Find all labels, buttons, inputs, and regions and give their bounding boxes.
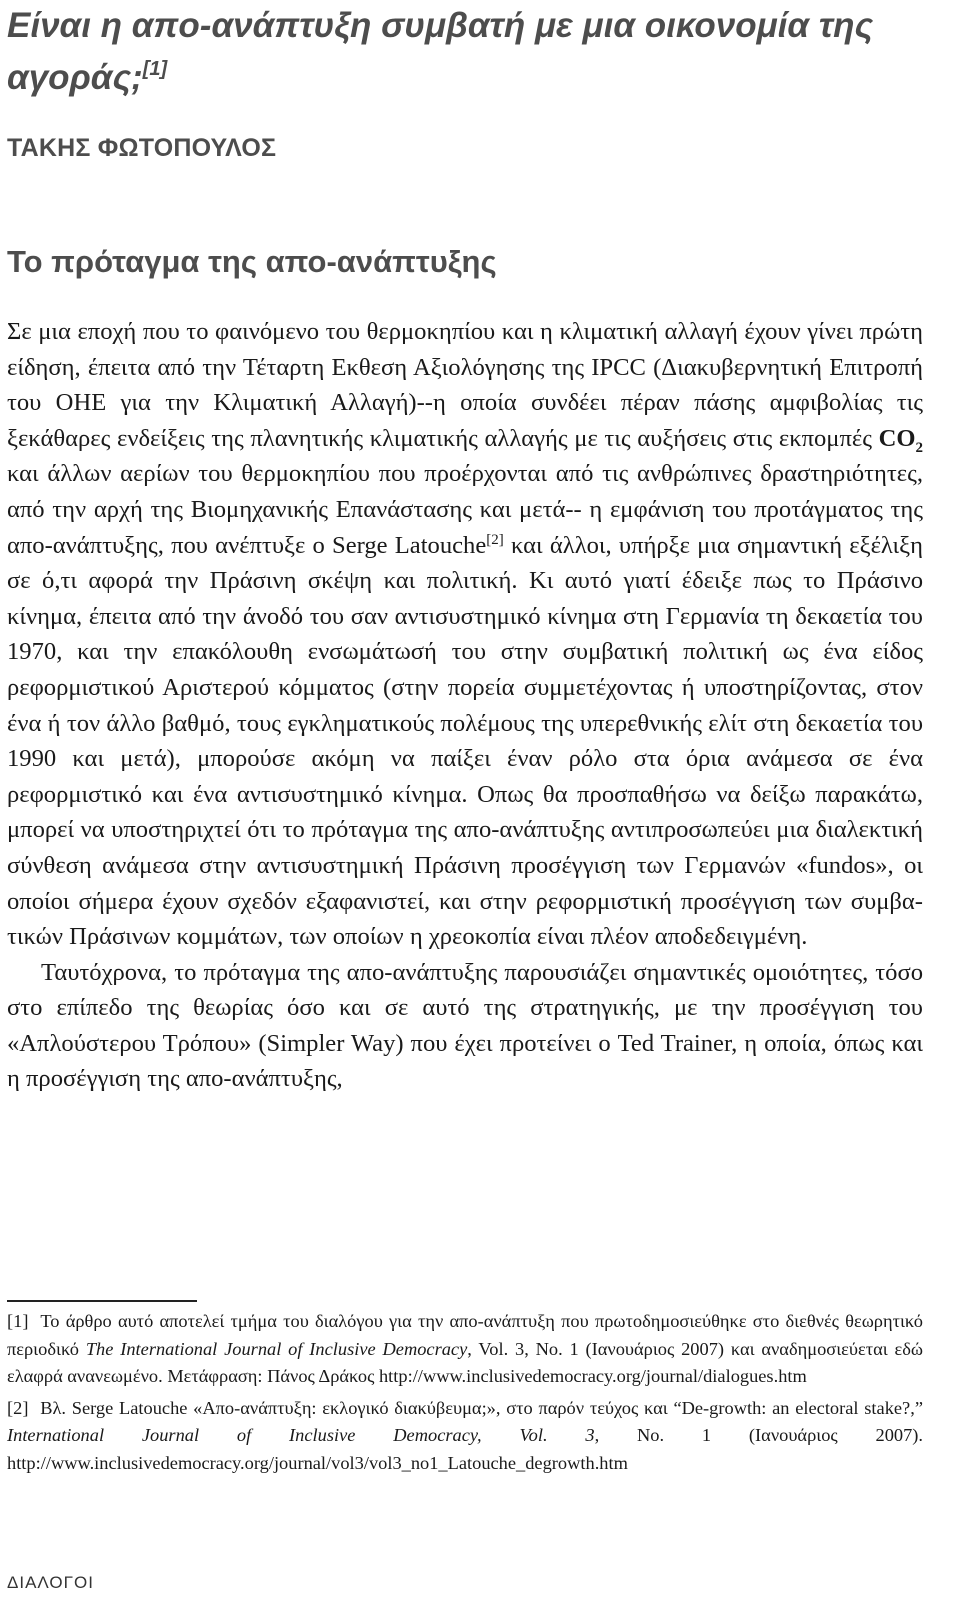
section-heading: Το πρόταγμα της απο-ανάπτυξης xyxy=(7,244,497,279)
co2-subscript: 2 xyxy=(915,439,923,456)
footnote-1-details: , Vol. 3, No. 1 (Ιανουάριος 2007) και αναδημοσιεύεται εδώ ελαφρά ανανεωμένο. Μετάφραση: Πάνος Δράκος xyxy=(7,1338,923,1386)
footnote-ref-2[interactable]: [2] xyxy=(486,531,504,548)
paragraph-1-part-c: και άλλοι, υπήρξε μια σημαντική εξέλιξη σε ό,τι αφορά την Πράσινη σκέψη και πολιτική. Κι αυτό γιατί έδειξε πως το Πράσινο κίνημα, έπειτα από την άνοδό του σαν αντισυστημικό κίνημα στη Γερμανία τη δεκαετία του 1970, και την επακόλουθη ενσωμάτωσή του στην συμβατική πολιτική ως ένα είδος ρεφορμιστικού Αριστερού κόμματος (στην πορεία συμμετέχοντας ή υποστηρίζοντας, στον ένα ή τον άλλο βαθμό, τους εγκληματικούς πολέμους της υπερεθνικής ελίτ στη δεκαετία του 1990 και μετά), μπορούσε ακόμη να παίξει έναν ρόλο στα όρια ανάμεσα σε ένα ρεφορμιστικό και ένα αντισυστημικό κίνημα. Οπως θα προσπαθήσω να δείξω παρακάτω, μπορεί να υποστηριχτεί ότι το πρόταγμα της απο-ανάπτυξης αντιπροσωπεύει μια διαλεκτική σύνθεση ανάμεσα στην αντισυστημική Πράσινη προσέγγιση των Γερμανών «fundos», οι οποίοι σήμερα έχουν σχεδόν εξαφανιστεί, και στην ρεφορμιστική προσέγγιση των συμβατικών Πράσινων κομμάτων, των οποίων η χρεοκοπία είναι πλέον αποδεδειγμένη. xyxy=(7,531,923,951)
footnote-2-link[interactable]: http://www.inclusivedemocracy.org/journal/vol3/vol3_no1_Latouche_degrowth.htm xyxy=(7,1452,628,1473)
co2-formula xyxy=(878,424,923,456)
footnote-1 xyxy=(7,1308,923,1391)
running-footer: ΔΙΑΛΟΓΟΙ xyxy=(7,1573,94,1592)
article-body xyxy=(7,314,923,1097)
footnote-2-mark: [2] xyxy=(7,1397,29,1418)
footnote-2-journal: International Journal of Inclusive Democracy, Vol. 3 xyxy=(7,1425,595,1445)
paragraph-1-part-a: Σε μια εποχή που το φαινόμενο του θερμοκηπίου και η κλιματική αλλαγή έχουν γίνει πρώτη είδηση, έπειτα από την Τέταρτη Εκθεση Αξιολόγησης της IPCC (Διακυβερνητική Επιτροπή του ΟΗΕ για την Κλιματική Αλλαγή)--η οποία συνδέει πέραν πάσης αμφιβολίας τις ξεκάθαρες ενδείξεις της πλανητικής κλιματικής αλλαγής με τις αυξήσεις στις εκπομπές xyxy=(7,318,923,452)
footnote-2 xyxy=(7,1395,923,1478)
footnote-2-text: Βλ. Serge Latouche «Απο-ανάπτυξη: εκλογικό διακύβευμα;», στο παρόν τεύχος και “De-growth: an electoral stake?,” xyxy=(40,1397,923,1418)
paragraph-1 xyxy=(7,314,923,955)
footnote-1-text: Το άρθρο αυτό αποτελεί τμήμα του διαλόγου για την απο-ανάπτυξη που πρωτοδημοσιεύθηκε στο διεθνές θεωρητικό περιοδικό xyxy=(7,1311,923,1359)
paragraph-1-part-b: και άλλων αερίων του θερμοκηπίου που προέρχονται από τις ανθρώπινες δραστηριότητες, από την αρχή της Βιομηχανικής Επανάστασης και μετά-- η εμφάνιση του προτάγματος της απο-ανάπτυξης, που ανέπτυξε ο Serge Latouche xyxy=(7,460,923,559)
footnotes xyxy=(7,1308,923,1481)
author-name: ΤΑΚΗΣ ΦΩΤΟΠΟΥΛΟΣ xyxy=(7,134,277,162)
article-title-text: Είναι η απο-ανάπτυξη συμβατή με μια οικονομία της αγοράς; xyxy=(7,6,874,97)
footnote-ref-1[interactable]: [1] xyxy=(142,58,168,80)
paragraph-2: Ταυτόχρονα, το πρόταγμα της απο-ανάπτυξης παρουσιάζει σημαντικές ομοιότητες, τόσο στο επίπεδο της θεωρίας όσο και σε αυτό της στρατηγικής, με την προσέγγιση του «Απλούστερου Τρόπου» (Simpler Way) που έχει προτείνει ο Ted Trainer, η οποία, όπως και η προσέγγιση της απο-ανάπτυξης, xyxy=(7,958,923,1093)
footnote-1-journal: The International Journal of Inclusive Democracy xyxy=(85,1338,468,1359)
footnote-1-link[interactable]: http://www.inclusivedemocracy.org/journal/dialogues.htm xyxy=(378,1366,807,1386)
footnote-1-mark: [1] xyxy=(7,1311,29,1331)
footnote-2-details: , No. 1 (Ιανουάριος 2007). xyxy=(594,1425,924,1445)
article-title xyxy=(7,0,923,104)
co2-base: CO xyxy=(878,424,916,452)
footnote-divider xyxy=(7,1300,197,1302)
